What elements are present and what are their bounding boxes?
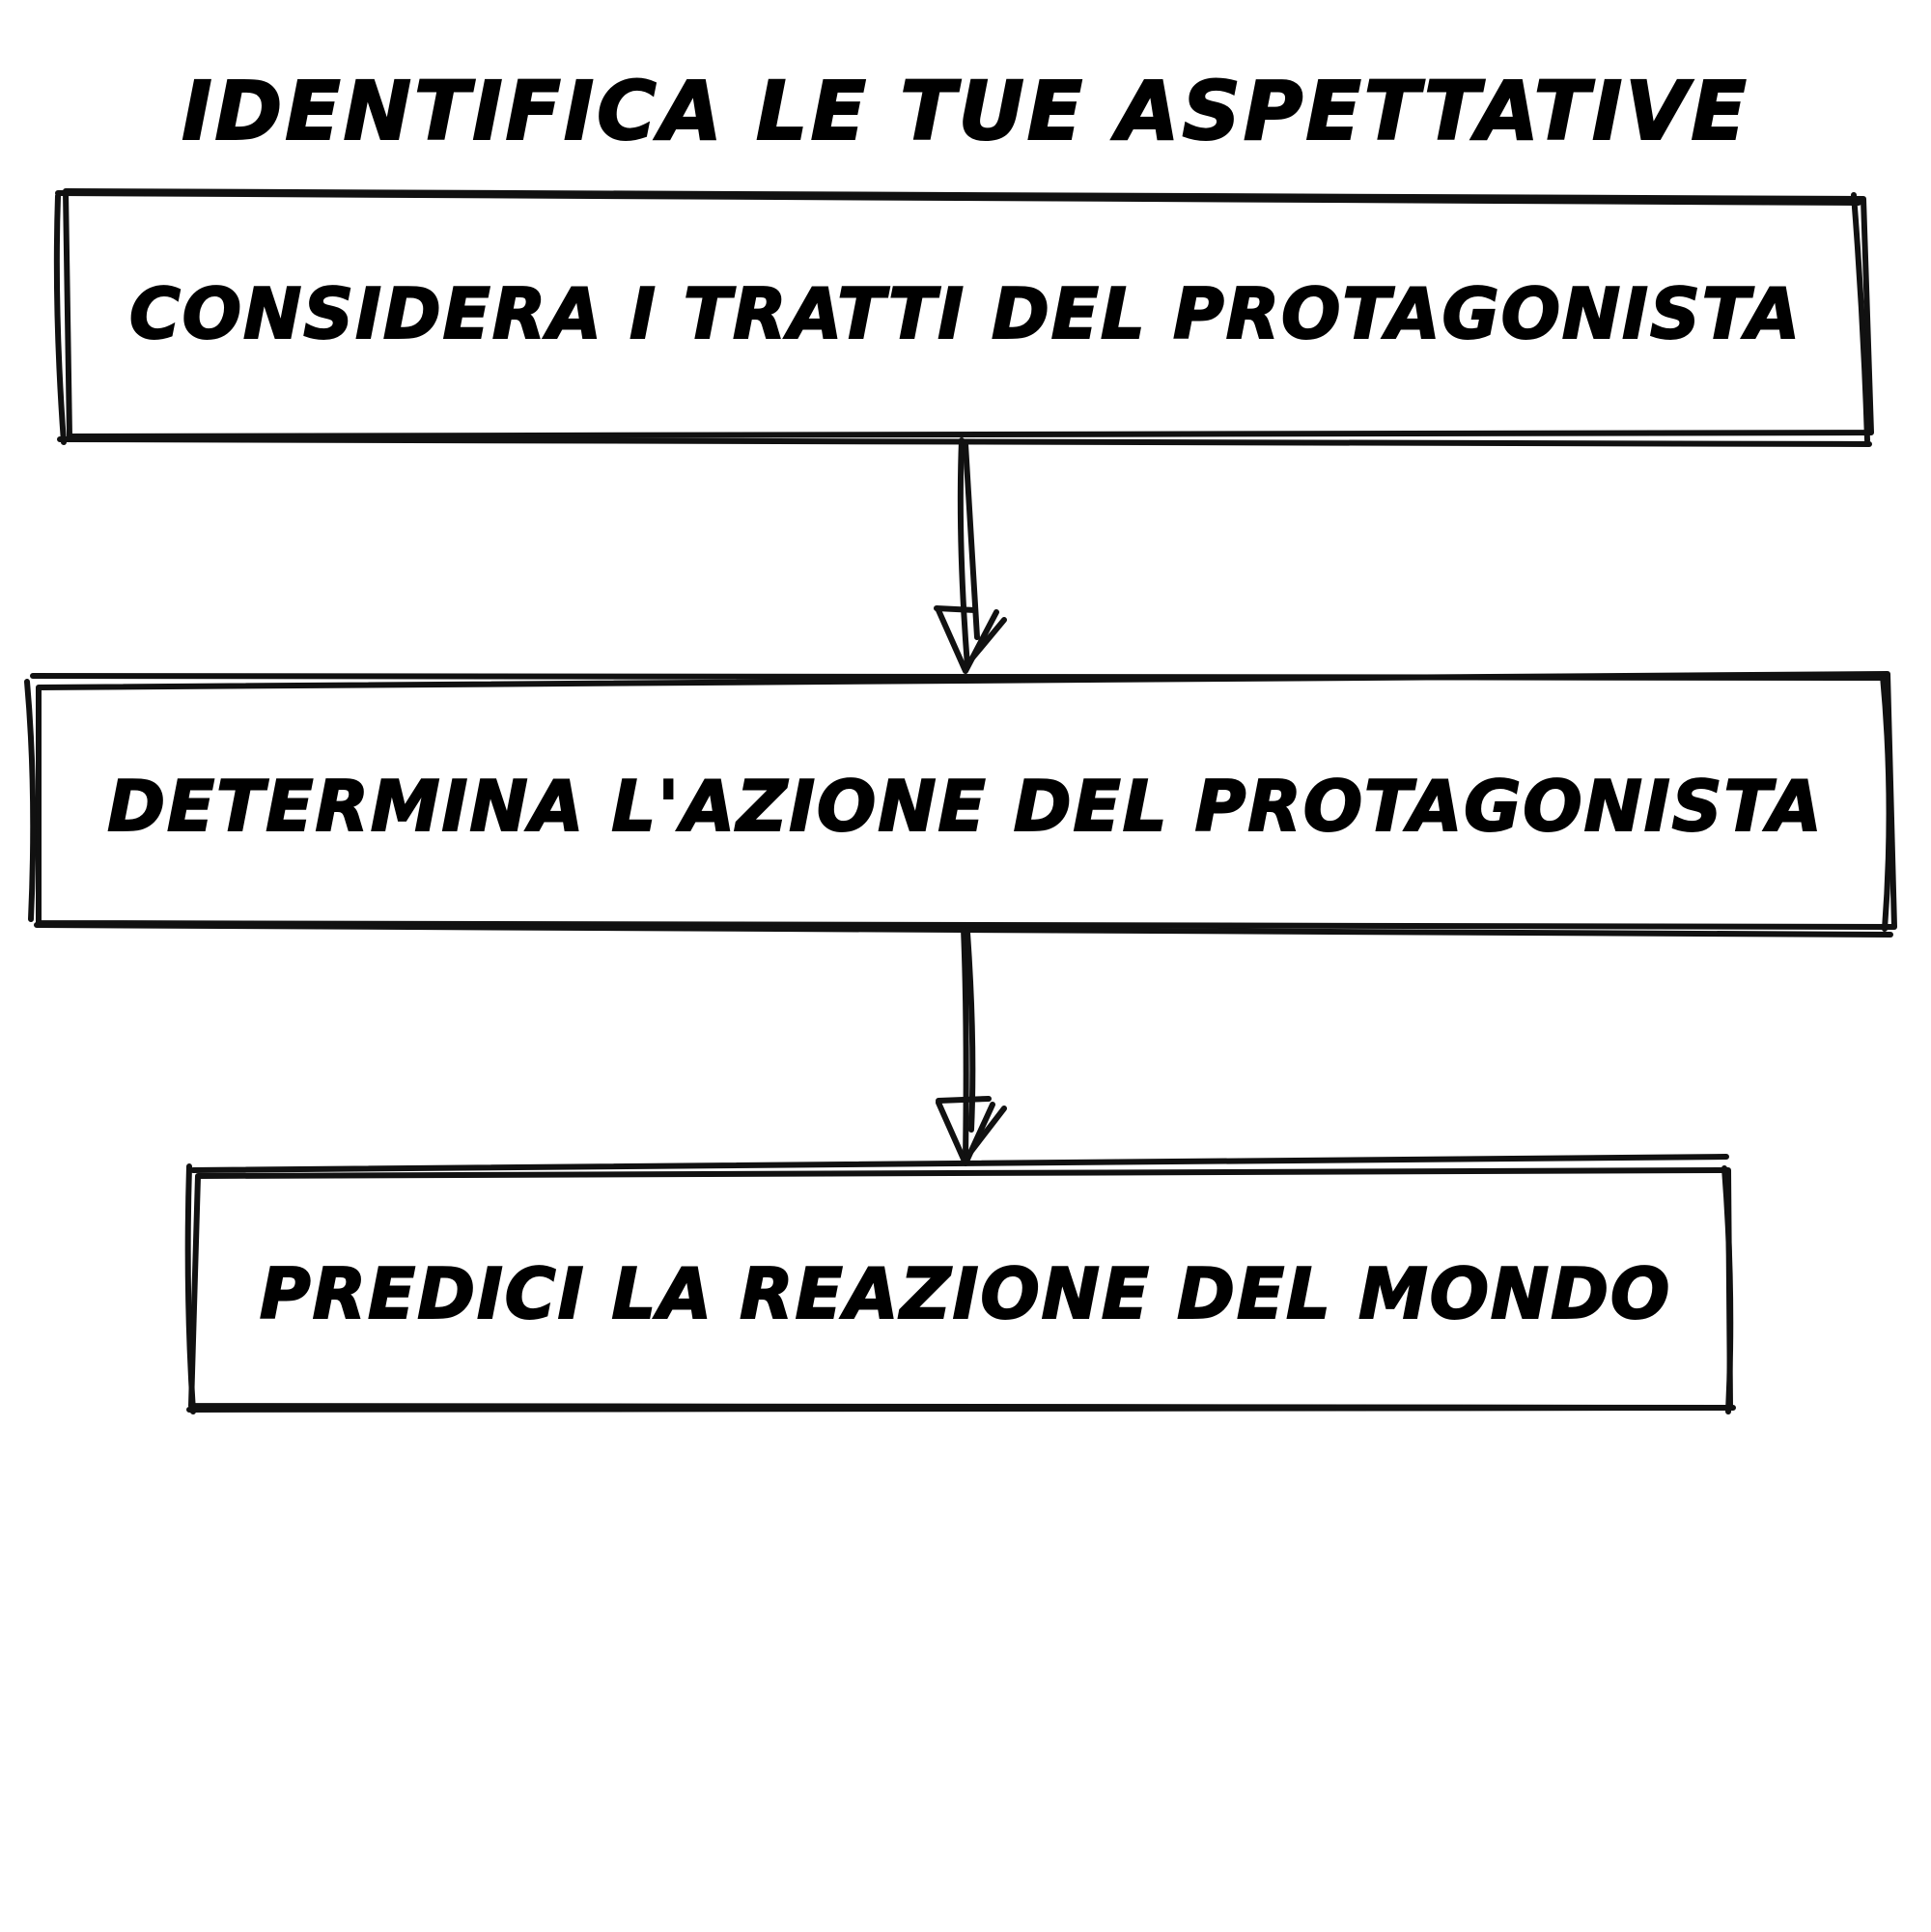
diagram-title: IDENTIFICA LE TUE ASPETTATIVE xyxy=(182,64,1749,158)
connector-arrow-1 xyxy=(937,440,1004,671)
step-3-label: PREDICI LA REAZIONE DEL MONDO xyxy=(259,1253,1672,1334)
connector-arrow-2 xyxy=(938,929,1004,1163)
step-2-label: DETERMINA L'AZIONE DEL PROTAGONISTA xyxy=(107,766,1824,847)
step-1-label: CONSIDERA I TRATTI DEL PROTAGONISTA xyxy=(128,273,1803,354)
